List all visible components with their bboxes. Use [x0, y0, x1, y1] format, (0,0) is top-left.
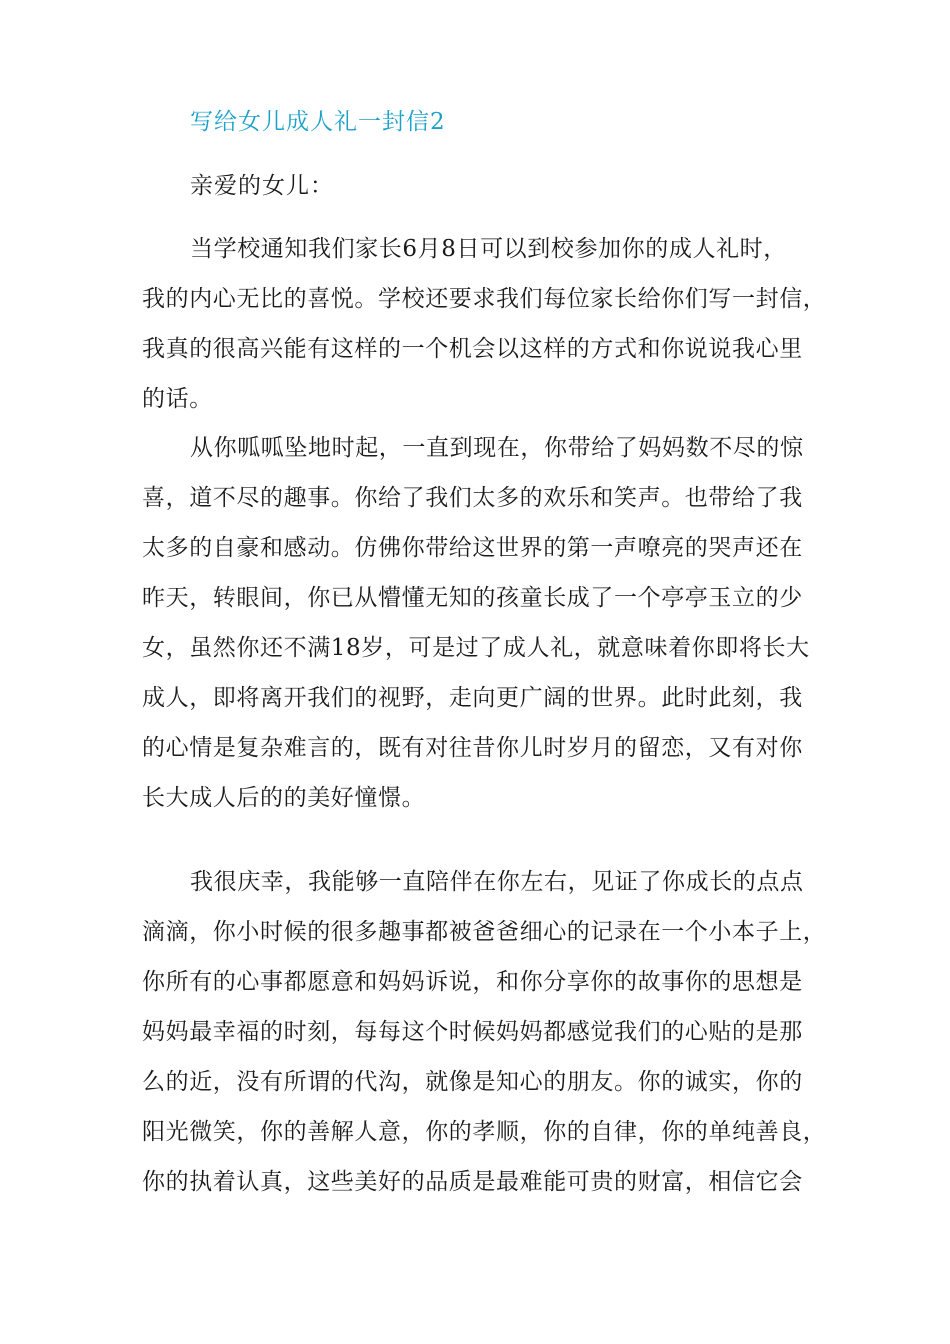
- paragraph-line: 你的执着认真，这些美好的品质是最难能可贵的财富，相信它会: [142, 1169, 803, 1195]
- paragraph-3: [142, 857, 827, 1207]
- document-title: 写给女儿成人礼一封信2: [190, 109, 446, 135]
- paragraph-line: 长大成人后的的美好憧憬。: [142, 785, 426, 811]
- paragraph-line: 昨天，转眼间，你已从懵懂无知的孩童长成了一个亭亭玉立的少: [142, 585, 803, 611]
- paragraph-line: 我的内心无比的喜悦。学校还要求我们每位家长给你们写一封信，: [142, 286, 827, 312]
- paragraph-line: 女，虽然你还不满18岁，可是过了成人礼，就意味着你即将长大: [142, 635, 810, 661]
- paragraph-line: 的心情是复杂难言的，既有对往昔你儿时岁月的留恋，又有对你: [142, 735, 803, 761]
- paragraph-line: 成人，即将离开我们的视野，走向更广阔的世界。此时此刻，我: [142, 685, 803, 711]
- paragraph-line: 滴滴，你小时候的很多趣事都被爸爸细心的记录在一个小本子上，: [142, 919, 827, 945]
- paragraph-line: 喜，道不尽的趣事。你给了我们太多的欢乐和笑声。也带给了我: [142, 485, 803, 511]
- paragraph-line: 我真的很高兴能有这样的一个机会以这样的方式和你说说我心里: [142, 336, 803, 362]
- paragraph-line: 从你呱呱坠地时起，一直到现在，你带给了妈妈数不尽的惊: [190, 435, 804, 461]
- paragraph-line: 你所有的心事都愿意和妈妈诉说，和你分享你的故事你的思想是: [142, 969, 803, 995]
- paragraph-line: 我很庆幸，我能够一直陪伴在你左右，见证了你成长的点点: [190, 869, 804, 895]
- paragraph-1: [142, 224, 827, 424]
- letter-greeting: 亲爱的女儿：: [190, 173, 334, 199]
- paragraph-line: 么的近，没有所谓的代沟，就像是知心的朋友。你的诚实，你的: [142, 1069, 803, 1095]
- paragraph-2: [142, 423, 822, 823]
- paragraph-line: 当学校通知我们家长6月8日可以到校参加你的成人礼时，: [190, 236, 787, 262]
- paragraph-line: 阳光微笑，你的善解人意，你的孝顺，你的自律，你的单纯善良，: [142, 1119, 827, 1145]
- paragraph-line: 太多的自豪和感动。仿佛你带给这世界的第一声嘹亮的哭声还在: [142, 535, 803, 561]
- paragraph-line: 妈妈最幸福的时刻，每每这个时候妈妈都感觉我们的心贴的是那: [142, 1019, 803, 1045]
- paragraph-line: 的话。: [142, 386, 213, 412]
